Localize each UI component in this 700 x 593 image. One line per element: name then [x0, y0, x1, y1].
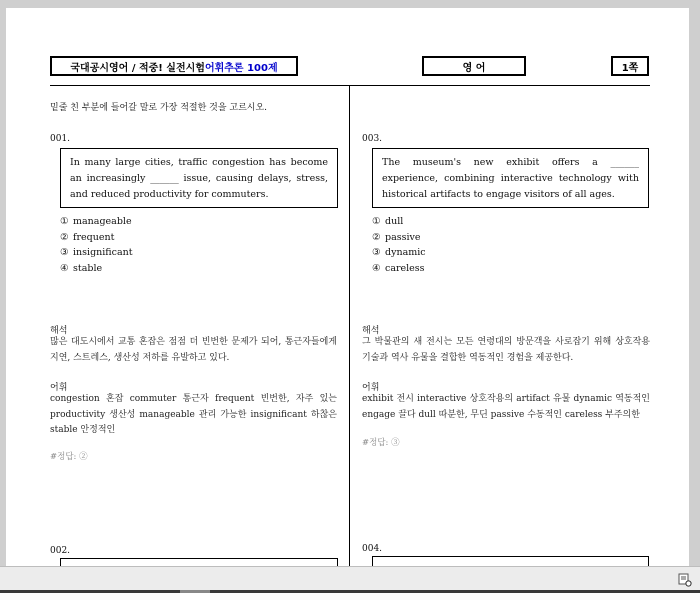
instruction: 밑줄 친 부분에 들어갈 말로 가장 적절한 것을 고르시오.: [50, 103, 268, 113]
answer-key: #정답: ③: [362, 438, 400, 448]
question-passage: In many large cities, traffic congestion has become an increasingly ______ issue, causing delays, stress, and reduced productivity for commuters.: [60, 148, 338, 208]
choice-item[interactable]: ④ stable: [60, 262, 103, 274]
header-title-box: [50, 56, 298, 76]
choice-item[interactable]: ② frequent: [60, 231, 115, 243]
vocab-label: 어휘: [362, 383, 380, 393]
choice-item[interactable]: ③ dynamic: [372, 247, 426, 258]
status-bar: [0, 566, 700, 593]
question-passage-partial: [372, 556, 649, 566]
page-settings-icon[interactable]: [678, 572, 692, 586]
header-page-box: [611, 56, 649, 76]
translation-text: 많은 대도시에서 교통 혼잡은 점점 더 빈번한 문제가 되어, 통근자들에게 지연, 스트레스, 생산성 저하를 유발하고 있다.: [50, 337, 337, 363]
choice-list: [60, 214, 133, 276]
header-subject: 영 어: [462, 62, 486, 74]
document-page: [6, 8, 689, 566]
header-subject-box: [422, 56, 526, 76]
header-title: 국대공시영어 / 적중! 실전시험: [70, 62, 205, 74]
question-number: 004.: [362, 544, 383, 554]
choice-item[interactable]: ① manageable: [60, 216, 132, 227]
translation-label: 해석: [362, 326, 380, 336]
vocab-text: exhibit 전시 interactive 상호작용의 artifact 유물 dynamic 역동적인 engage 끌다 dull 따분한, 무딘 passive 수동적인 careless 부주의한: [362, 394, 650, 420]
translation-text: 그 박물관의 새 전시는 모든 연령대의 방문객을 사로잡기 위해 상호작용 기술과 역사 유물을 결합한 역동적인 경험을 제공한다.: [362, 337, 650, 363]
choice-item[interactable]: ① dull: [372, 216, 404, 227]
choice-item[interactable]: ② passive: [372, 231, 421, 243]
question-number: 003.: [362, 134, 383, 144]
question-number: 001.: [50, 134, 71, 144]
choice-item[interactable]: ③ insignificant: [60, 247, 133, 258]
header-rule: [50, 85, 650, 86]
choice-item[interactable]: ④ careless: [372, 262, 425, 274]
answer-key: #정답: ②: [50, 452, 88, 462]
question-passage-partial: [60, 558, 338, 566]
vocab-label: 어휘: [50, 383, 68, 393]
question-number: 002.: [50, 546, 71, 556]
vocab-text: congestion 혼잡 commuter 통근자 frequent 빈번한, 자주 있는 productivity 생산성 manageable 관리 가능한 insignificant 하찮은 stable 안정적인: [50, 394, 337, 435]
question-passage: The museum's new exhibit offers a ______ experience, combining interactive technology with historical artifacts to engage visitors of all ages.: [372, 148, 649, 208]
header-title-highlight: 어휘추론 100제: [204, 62, 278, 74]
translation-label: 해석: [50, 326, 68, 336]
choice-list: [372, 214, 426, 276]
column-divider: [349, 86, 350, 566]
header-page-label: 1쪽: [621, 62, 639, 74]
